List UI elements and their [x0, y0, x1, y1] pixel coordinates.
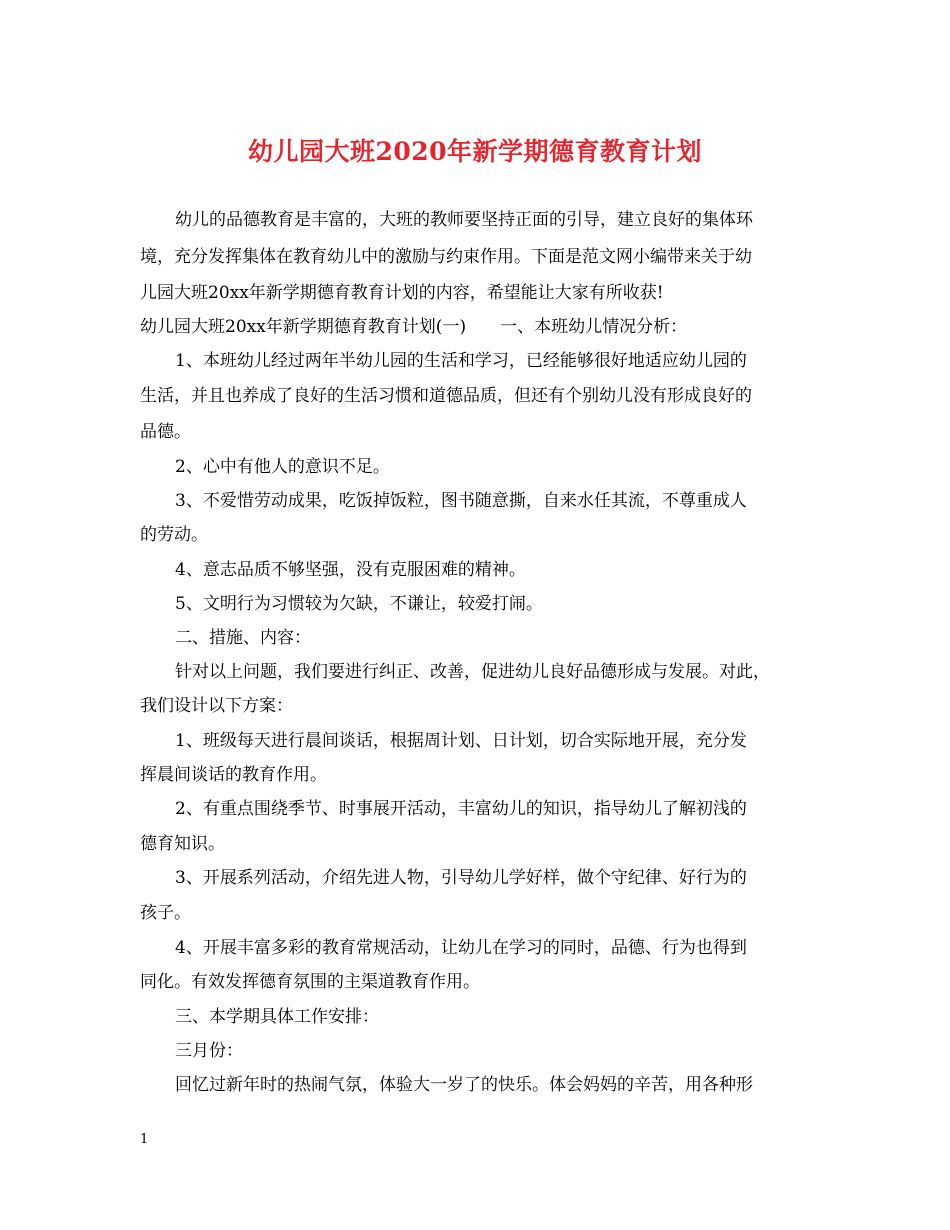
body-line: 同化。有效发挥德育氛围的主渠道教育作用。	[140, 972, 480, 992]
body-line: 幼儿的品德教育是丰富的，大班的教师要坚持正面的引导，建立良好的集体环	[175, 210, 753, 230]
body-line: 幼儿园大班20xx年新学期德育教育计划(一) 一、本班幼儿情况分析：	[140, 317, 688, 337]
body-line: 德育知识。	[140, 834, 225, 854]
body-line: 1、本班幼儿经过两年半幼儿园的生活和学习，已经能够很好地适应幼儿园的	[175, 351, 747, 371]
body-line: 生活，并且也养成了良好的生活习惯和道德品质，但还有个别幼儿没有形成良好的	[140, 386, 752, 406]
body-line: 1、班级每天进行晨间谈话，根据周计划、日计划，切合实际地开展，充分发	[175, 731, 747, 751]
body-line: 儿园大班20xx年新学期德育教育计划的内容，希望能让大家有所收获!	[140, 283, 664, 303]
body-line: 品德。	[140, 422, 191, 442]
body-line: 三月份：	[175, 1041, 243, 1061]
body-line: 4、开展丰富多彩的教育常规活动，让幼儿在学习的同时，品德、行为也得到	[175, 938, 747, 958]
body-line: 境，充分发挥集体在教育幼儿中的激励与约束作用。下面是范文网小编带来关于幼	[140, 247, 752, 267]
document-title: 幼儿园大班2020年新学期德育教育计划	[247, 137, 703, 166]
body-line: 3、不爱惜劳动成果，吃饭掉饭粒，图书随意撕，自来水任其流，不尊重成人	[175, 491, 747, 511]
body-line: 4、意志品质不够坚强，没有克服困难的精神。	[175, 560, 526, 580]
body-line: 5、文明行为习惯较为欠缺，不谦让，较爱打闹。	[175, 594, 543, 614]
body-line: 回忆过新年时的热闹气氛，体验大一岁了的快乐。体会妈妈的辛苦，用各种形	[175, 1075, 753, 1095]
body-line: 针对以上问题，我们要进行纠正、改善，促进幼儿良好品德形成与发展。对此，	[175, 662, 770, 682]
body-line: 孩子。	[140, 903, 191, 923]
body-line: 2、有重点围绕季节、时事展开活动，丰富幼儿的知识，指导幼儿了解初浅的	[175, 799, 747, 819]
body-line: 的劳动。	[140, 525, 208, 545]
body-line: 二、措施、内容：	[175, 628, 311, 648]
body-line: 三、本学期具体工作安排：	[175, 1007, 379, 1027]
body-line: 我们设计以下方案：	[140, 696, 293, 716]
body-line: 3、开展系列活动，介绍先进人物，引导幼儿学好样，做个守纪律、好行为的	[175, 868, 747, 888]
page-number: 1	[140, 1132, 149, 1147]
body-line: 2、心中有他人的意识不足。	[175, 457, 390, 477]
body-line: 挥晨间谈话的教育作用。	[140, 765, 327, 785]
